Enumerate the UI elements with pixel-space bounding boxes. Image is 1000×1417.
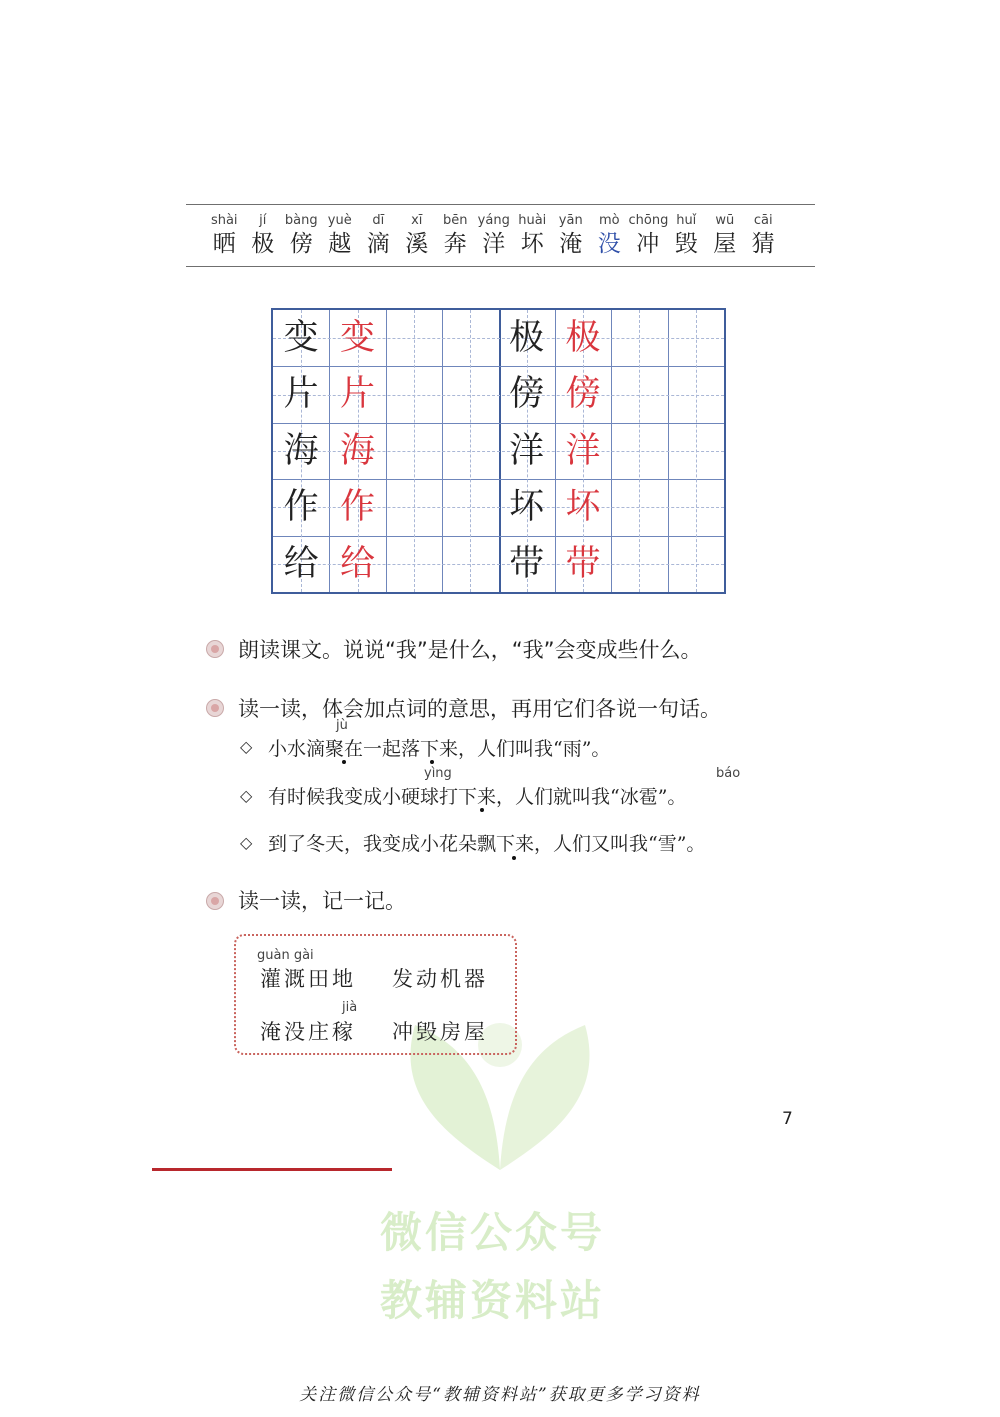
- writing-grid: [271, 308, 726, 594]
- strip-pinyin: wū: [715, 213, 735, 228]
- grid-char-trace: 作: [340, 487, 376, 528]
- strip-hanzi: 晒: [212, 231, 236, 257]
- strip-pinyin: shài: [210, 213, 238, 228]
- strip-bottom-rule: [186, 266, 815, 267]
- grid-char-trace: 傍: [565, 374, 601, 415]
- strip-hanzi: 淹: [559, 231, 583, 257]
- strip-pinyin: bàng: [284, 213, 318, 228]
- emphasis-dot: [480, 808, 484, 812]
- strip-pinyin: huǐ: [676, 213, 697, 228]
- watermark-line2: 教辅资料站: [380, 1276, 606, 1325]
- strip-hanzi: 溪: [405, 231, 429, 257]
- strip-hanzi: 滴: [366, 231, 390, 257]
- box-word-3: 淹没庄稼: [260, 1020, 356, 1044]
- grid-char: 海: [283, 430, 319, 471]
- grid-char: 洋: [509, 430, 545, 471]
- emphasis-dot: [512, 856, 516, 860]
- sentence-3: 到了冬天，我变成小花朵飘下来，人们又叫我“雪”。: [268, 833, 706, 855]
- grid-char: 坏: [509, 487, 545, 528]
- grid-char: 作: [283, 487, 319, 528]
- bullet-icon: [206, 699, 224, 717]
- grid-char: 傍: [509, 374, 545, 415]
- strip-pinyin: chōng: [628, 213, 669, 228]
- grid-char-trace: 变: [340, 318, 376, 358]
- grid-char-trace: 海: [340, 430, 376, 471]
- grid-char: 变: [283, 318, 319, 358]
- box-word-4: 冲毁房屋: [392, 1020, 488, 1044]
- strip-word: [359, 212, 398, 258]
- strip-word: [552, 212, 591, 258]
- strip-hanzi: 傍: [289, 231, 313, 257]
- strip-word: [629, 212, 668, 258]
- strip-pinyin: yuè: [327, 213, 352, 228]
- box-word-2: 发动机器: [392, 967, 488, 991]
- pinyin-jia: jià: [342, 1000, 358, 1015]
- strip-word: [513, 212, 552, 258]
- strip-hanzi: 毁: [674, 231, 698, 257]
- strip-hanzi: 越: [328, 231, 352, 257]
- grid-char: 片: [283, 374, 319, 415]
- pinyin-bao: báo: [716, 766, 741, 781]
- footer-note: 关注微信公众号“教辅资料站”获取更多学习资料: [299, 1385, 701, 1405]
- pinyin-guangai: guàn gài: [257, 948, 314, 963]
- bottom-red-rule: [152, 1168, 392, 1171]
- grid-char: 带: [509, 543, 545, 584]
- emphasis-dot: [342, 760, 346, 764]
- strip-word: [205, 212, 244, 258]
- strip-pinyin: jí: [259, 213, 267, 228]
- strip-pinyin: yáng: [477, 213, 510, 228]
- box-word-1: 灌溉田地: [260, 967, 356, 991]
- grid-char-trace: 带: [565, 543, 601, 584]
- strip-word: [475, 212, 514, 258]
- watermark-line1: 微信公众号: [380, 1208, 606, 1257]
- strip-hanzi: 坏: [520, 231, 544, 257]
- grid-char-trace: 片: [340, 374, 376, 415]
- strip-pinyin: mò: [598, 213, 620, 228]
- strip-word: [244, 212, 283, 258]
- pinyin-ying: yìng: [424, 766, 452, 781]
- grid-char: 给: [283, 543, 319, 584]
- strip-hanzi: 洋: [482, 231, 506, 257]
- grid-char-trace: 给: [340, 543, 376, 584]
- diamond-bullet-icon: ◇: [240, 786, 253, 805]
- page-number: 7: [782, 1109, 793, 1129]
- bullet-icon: [206, 892, 224, 910]
- strip-pinyin: yān: [558, 213, 583, 228]
- strip-word: [667, 212, 706, 258]
- strip-word: [706, 212, 745, 258]
- strip-pinyin: dī: [372, 213, 385, 228]
- strip-word: [321, 212, 360, 258]
- strip-hanzi: 极: [251, 231, 275, 257]
- grid-char-trace: 极: [565, 318, 601, 358]
- diamond-bullet-icon: ◇: [240, 737, 253, 756]
- strip-top-rule: [186, 204, 815, 205]
- diamond-bullet-icon: ◇: [240, 833, 253, 852]
- strip-pinyin: huài: [518, 213, 547, 228]
- strip-hanzi: 没: [597, 231, 621, 257]
- strip-word: [590, 212, 629, 258]
- task-2: 读一读，体会加点词的意思，再用它们各说一句话。: [238, 697, 721, 721]
- strip-hanzi: 奔: [443, 231, 467, 257]
- task-3: 读一读，记一记。: [238, 889, 406, 913]
- bullet-icon: [206, 640, 224, 658]
- strip-pinyin: cāi: [753, 213, 773, 228]
- task-1: 朗读课文。说说“我”是什么，“我”会变成些什么。: [238, 638, 702, 662]
- emphasis-dot: [430, 760, 434, 764]
- pinyin-ju: jù: [336, 718, 348, 733]
- strip-pinyin: xī: [411, 213, 423, 228]
- strip-word: [436, 212, 475, 258]
- strip-hanzi: 冲: [636, 231, 660, 257]
- word-strip: [205, 212, 783, 258]
- grid-char-trace: 坏: [565, 487, 601, 528]
- sentence-2: 有时候我变成小硬球打下来，人们就叫我“冰雹”。: [268, 786, 687, 808]
- strip-pinyin: bēn: [443, 213, 468, 228]
- grid-char-trace: 洋: [565, 430, 601, 471]
- strip-word: [398, 212, 437, 258]
- strip-word: [282, 212, 321, 258]
- strip-hanzi: 屋: [713, 231, 737, 257]
- sentence-1: 小水滴聚在一起落下来，人们叫我“雨”。: [268, 738, 611, 760]
- strip-hanzi: 猜: [751, 231, 775, 257]
- grid-char: 极: [509, 318, 545, 358]
- strip-word: [744, 212, 783, 258]
